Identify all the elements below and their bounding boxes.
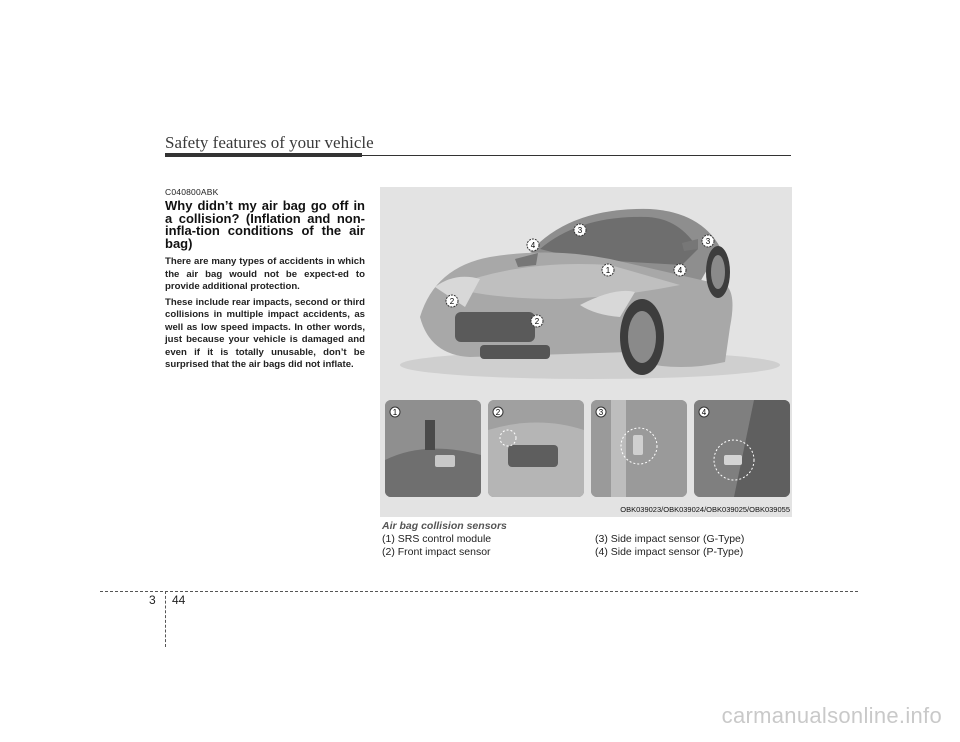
caption-item: (3) Side impact sensor (G-Type) [595,533,745,545]
watermark: carmanualsonline.info [721,703,942,728]
callout-2a: 2 [449,297,455,306]
caption-item: (4) Side impact sensor (P-Type) [595,545,744,558]
caption-item: (1) SRS control module [382,533,492,545]
sensor-figure [380,187,792,517]
paragraph-2: These include rear impacts, second or third collisions in multiple impact accidents, as well as low speed impacts. In other words, just because your vehicle is damaged and even if it is totally unusable, don’t be surprised that the air bags did not inflate. [165,296,365,370]
caption-title: Air bag collision sensors [382,520,507,532]
caption-item: (2) Front impact sensor [382,545,491,558]
thumbnail-srs-module [385,400,481,497]
footer-vertical-rule [165,591,166,647]
thumbnail-side-sensor-g [591,400,687,497]
thumbnail-front-sensor [488,400,584,497]
caption-list-left [382,533,491,559]
caption-list-right [595,533,744,559]
callout-3a: 3 [577,226,583,235]
thumb-label-4: 4 [701,408,707,417]
callout-1: 1 [605,266,611,275]
thumb-label-2: 2 [495,408,501,417]
section-heading: Why didn’t my air bag go off in a collision? (Inflation and non-infla-tion conditions of the air bag) [165,198,365,251]
thumb-label-1: 1 [392,408,398,417]
callout-3b: 3 [705,237,711,246]
section-code: C040800ABK [165,187,219,197]
callout-4b: 4 [677,266,683,275]
page-number: 44 [172,593,186,607]
figure-code: OBK039023/OBK039024/OBK039025/OBK039055 [620,505,790,514]
text-column [165,187,365,375]
callout-2b: 2 [534,317,540,326]
footer-rule [100,591,858,592]
chapter-number: 3 [149,593,156,607]
header-rule [165,155,791,156]
callout-4a: 4 [530,241,536,250]
car-illustration [380,187,792,397]
thumbnail-side-sensor-p [694,400,790,497]
thumb-label-3: 3 [598,408,604,417]
paragraph-1: There are many types of accidents in which the air bag would not be expect-ed to provide additional protection. [165,256,365,292]
page-header-title: Safety features of your vehicle [165,133,374,152]
